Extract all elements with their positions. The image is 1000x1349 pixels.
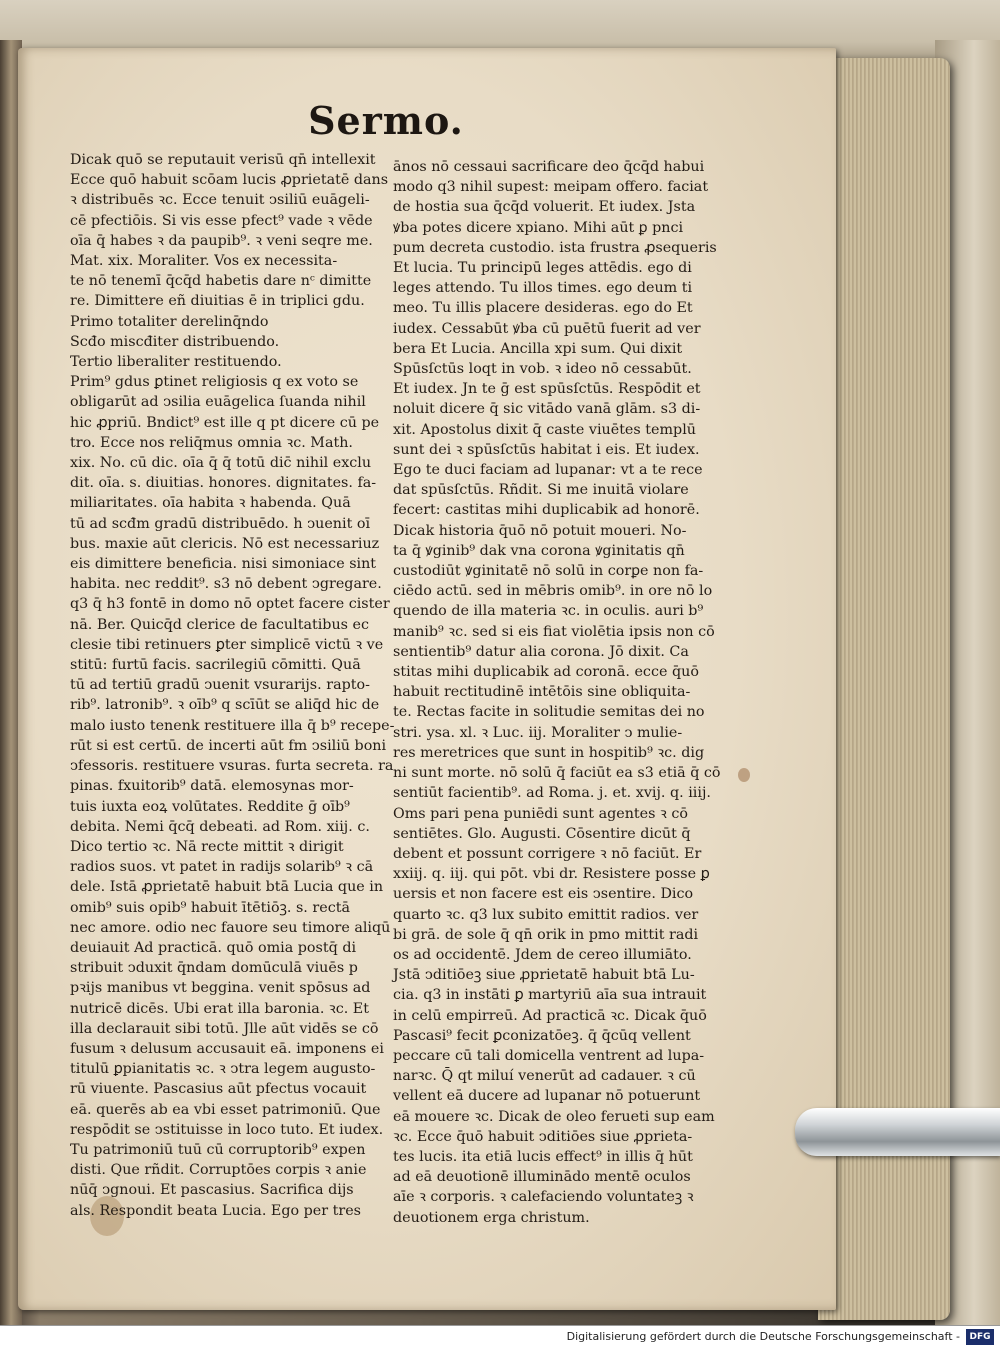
paper-stain	[738, 768, 750, 782]
text-line: deuiauit Ad practicā. quō omia postq̄ di	[70, 939, 357, 956]
text-line: Et lucia. Tu principū leges attēdis. ego di	[393, 260, 692, 277]
text-line: peccare cū tali domicella ventrent ad lupa-	[393, 1047, 705, 1064]
text-line: aīe ꝛ corporis. ꝛ calefaciendo voluntateꝫ ꝛ	[393, 1189, 694, 1206]
text-line: eā mouere ꝛc. Dicak de oleo ferueti sup eam	[393, 1108, 715, 1125]
text-line: Dicak quō se reputauit verisū qn̄ intellexit	[70, 152, 376, 168]
text-line: ↄfessoris. restituere vsuras. furta secreta. ra	[70, 758, 394, 775]
text-line: xxiij. q. iij. qui pōt. vbi dr. Resistere posse ꝑ	[393, 866, 710, 883]
text-line: illa declarauit sibi totū. Jlle aūt vidēs se cō	[70, 1020, 379, 1037]
text-line: iudex. Cessabūt ꝟba cū puētū fuerit ad ver	[393, 320, 701, 337]
text-line: Tu patrimoniū tuū cū corruptorib⁹ expen	[70, 1141, 366, 1158]
text-line: sentiētes. Glo. Augusti. Cōsentire dicūt q̄	[393, 825, 691, 842]
text-line: als. Respondit beata Lucia. Ego per tres	[70, 1202, 362, 1219]
text-line: bi grā. de sole q̄ qn̄ orik in pmo mittit radi	[393, 926, 699, 943]
text-line: de hostia sua q̄cq̄d voluerit. Et iudex. Jsta	[393, 199, 696, 216]
text-line: clesie tibi retinuers ꝑter simplicē victū ꝛ ve	[70, 636, 384, 653]
text-line: dele. Istā ꝓprietatē habuit btā Lucia que in	[70, 879, 384, 896]
text-line: Ecce quō habuit scōam lucis ꝓprietatē dans	[70, 172, 389, 189]
text-line: re. Dimittere eñ diuitias ē in triplici gdu.	[70, 293, 365, 310]
text-line: debent et possunt corrigere ꝛ nō faciūt. Er	[393, 845, 702, 862]
text-line: dat spūsſctūs. Rñdit. Si me inuitā violare	[393, 482, 689, 499]
text-line: ad eā deuotionē illuminādo mentē oculos	[393, 1169, 691, 1186]
text-line: vellent eā ducere ad lupanar nō potuerunt	[393, 1088, 701, 1105]
text-line: meo. Tu illis placere desideras. ego do Et	[393, 300, 693, 317]
text-line: sunt dei ꝛ spūsſctūs habitat i eis. Et iudex.	[393, 441, 700, 458]
text-line: res meretrices que sunt in hospitib⁹ ꝛc. dig	[393, 744, 705, 761]
text-line: modo q3 nihil supest: meipam offero. faciat	[393, 179, 709, 196]
dfg-logo: DFG	[966, 1329, 994, 1345]
text-line: Spūsſctūs loqt in vob. ꝛ ideo nō cessabūt.	[393, 361, 692, 378]
footer-bar	[0, 1325, 1000, 1349]
text-column-right	[393, 157, 721, 1228]
text-line: cia. q3 in instāti ꝑ martyriū aīa sua intrauit	[393, 987, 707, 1004]
text-line: tuis iuxta eoꝝ volūtates. Reddite ḡ oīb⁹	[70, 798, 350, 815]
text-line: nutricē dicēs. Ubi erat illa baronia. ꝛc. Et	[70, 1000, 369, 1017]
text-line: oīa q̄ habes ꝛ da paupib⁹. ꝛ veni seqre me.	[70, 232, 373, 249]
text-line: deuotionem erga christum.	[393, 1209, 590, 1226]
text-line: nūq̄ ↄgnoui. Et pascasius. Sacrifica dijs	[70, 1182, 354, 1199]
text-line: os ad occidentē. Jdem de cereo illumiāto.	[393, 946, 692, 963]
text-line: te nō tenemī q̄cq̄d habetis dare nᶜ dimitte	[70, 273, 372, 290]
text-line: obligarūt ad ↄsilia euāgelica ſuanda nihil	[70, 394, 366, 411]
page-clip	[795, 1108, 1000, 1156]
text-line: tū ad tertiū gradū ↄuenit vsurarijs. rapto-	[70, 677, 370, 694]
text-line: manib⁹ ꝛc. sed si eis fiat violētia ipsis non cō	[393, 623, 715, 640]
text-line: Pascasi⁹ fecit ꝑconizatōeꝫ. q̄ q̄cūq vellent	[393, 1027, 691, 1044]
text-line: Primo totaliter derelinq̄ndo	[70, 313, 269, 330]
text-line: cē pfectiōis. Si vis esse pfect⁹ vade ꝛ vēde	[70, 212, 373, 229]
text-line: Prim⁹ gdus ꝑtinet religiosis q ex voto se	[70, 374, 359, 391]
text-line: disti. Que rñdit. Corruptōes corpis ꝛ anie	[70, 1162, 367, 1179]
text-line: habita. nec reddit⁹. s3 nō debent ↄgregare.	[70, 576, 382, 593]
text-line: stitas mihi duplicabik ad coronā. ecce q̄uō	[393, 664, 699, 681]
text-line: quendo de illa materia ꝛc. in oculis. auri b⁹	[393, 603, 704, 620]
text-line: Oms pari pena puniēdi sunt agentes ꝛ cō	[393, 805, 688, 822]
text-line: Dico tertio ꝛc. Nā recte mittit ꝛ dirigit	[70, 838, 344, 855]
text-line: stitū: furtū facis. sacrilegiū cōmitti. Quā	[70, 657, 361, 674]
text-line: pum decreta custodio. ista frustra ꝓsequeris	[393, 239, 717, 256]
text-line: quarto ꝛc. q3 lux subito emittit radios. ver	[393, 906, 699, 923]
text-line: fecert: castitas mihi duplicabik ad honorē.	[393, 502, 700, 519]
text-line: respōdit se ↄstituisse in loco tuto. Et iudex.	[70, 1121, 384, 1138]
text-line: xit. Apostolus dixit q̄ caste viuētes templū	[393, 421, 696, 438]
text-line: miliaritates. oīa habita ꝛ habenda. Quā	[70, 495, 351, 512]
text-line: habuit rectitudinē intētōis sine obliquita-	[393, 684, 691, 701]
text-line: Et iudex. Jn te ḡ est spūsſctūs. Respōdit et	[393, 381, 701, 398]
text-line: ciēdo actū. sed in mēbris omib⁹. in ore nō lo	[393, 583, 713, 600]
text-line: rū viuente. Pascasius aūt pfectus vocauit	[70, 1081, 367, 1098]
text-line: bera Et Lucia. Ancilla xpi sum. Qui dixit	[393, 340, 683, 357]
text-line: sentiūt facientib⁹. ad Roma. j. et. xvij. q. iiij.	[393, 785, 711, 802]
text-line: rūt si est certū. de incerti aūt fm ↄsiliū boni	[70, 737, 387, 754]
text-line: ni sunt morte. nō solū q̄ faciūt ea s3 etiā q̄ cō	[393, 765, 721, 782]
text-line: tes lucis. ita etiā lucis effect⁹ in illis q̄ hūt	[393, 1148, 693, 1165]
text-line: nā. Ber. Quicq̄d clerice de facultatibus ec	[70, 616, 370, 633]
funding-credit: Digitalisierung gefördert durch die Deutsche Forschungsgemeinschaft -	[566, 1330, 960, 1343]
text-line: nec amore. odio nec fauore seu timore aliqū	[70, 919, 391, 936]
text-line: malo iusto tenenk restituere illa q̄ b⁹ recepe-	[70, 717, 395, 734]
text-line: in celū empirreū. Ad practicā ꝛc. Dicak q̄uō	[393, 1007, 707, 1024]
text-line: q3 q̄ h3 fontē in domo nō optet facere cister	[70, 596, 390, 613]
text-line: ꝛc. Ecce q̄uō habuit ↄditiōes siue ꝓprieta-	[393, 1128, 693, 1145]
text-line: fusum ꝛ delusum accusauit eā. imponens ei	[70, 1040, 384, 1057]
text-line: te. Rectas facite in solitudie semitas dei no	[393, 704, 705, 721]
text-line: stribuit ↄduxit q̄ndam domūculā viuēs p	[70, 960, 358, 977]
text-line: Mat. xix. Moraliter. Vos ex necessita-	[70, 253, 338, 270]
text-line: Jstā ↄditiōeꝫ siue ꝓprietatē habuit btā Lu-	[393, 967, 695, 984]
text-line: tū ad scđm gradū distribuēdo. h ↄuenit oī	[70, 515, 371, 532]
text-line: Tertio liberaliter restituendo.	[70, 354, 282, 371]
text-line: bus. maxie aūt clericis. Nō est necessariuz	[70, 535, 380, 552]
text-line: eā. querēs ab ea vbi esset patrimoniū. Que	[70, 1101, 381, 1118]
text-line: narꝛc. Q̄ qt miluí venerūt ad cadauer. ꝛ cū	[393, 1068, 696, 1085]
text-line: eis dimittere beneficia. nisi simoniace sint	[70, 556, 377, 573]
text-line: uersis et non facere est eis ↄsentire. Dico	[393, 886, 694, 903]
text-line: pꝛijs manibus vt beggina. venit spōsus ad	[70, 980, 371, 997]
text-line: titulū ꝑpianitatis ꝛc. ꝛ ↄtra legem augusto-	[70, 1061, 376, 1078]
text-line: Dicak historia q̄uō nō potuit moueri. No-	[393, 522, 687, 539]
text-line: ta q̄ ꝟginib⁹ dak vna corona ꝟginitatis qn̄	[393, 542, 685, 559]
text-line: noluit dicere q̄ sic vitādo vanā glām. s3 di-	[393, 401, 701, 418]
text-line: tro. Ecce nos reliq̄mus omnia ꝛc. Math.	[70, 434, 353, 451]
text-line: Scđo miscđiter distribuendo.	[70, 333, 280, 350]
text-line: ꝛ distribuēs ꝛc. Ecce tenuit ↄsiliū euāgeli-	[70, 192, 370, 209]
text-line: rib⁹. latronib⁹. ꝛ oīb⁹ q scīūt se aliq̄d hic de	[70, 697, 380, 714]
text-line: Ego te duci faciam ad lupanar: vt a te rece	[393, 462, 703, 479]
text-line: dit. oīa. s. diuitias. honores. dignitates. fa-	[70, 475, 377, 492]
text-line: sentientib⁹ datur alia corona. Jō dixit. Ca	[393, 643, 689, 660]
text-line: leges attendo. Tu illos times. ego deum ti	[393, 280, 693, 297]
text-line: pinas. fxuitorib⁹ datā. elemosynas mor-	[70, 778, 354, 795]
text-line: hic ꝓpriū. Bndict⁹ est ille q pt dicere cū pe	[70, 414, 380, 431]
text-column-left	[70, 150, 395, 1221]
text-line: debita. Nemi q̄cq̄ debeati. ad Rom. xiij. c.	[70, 818, 370, 835]
text-line: radios suos. vt patet in radijs solarib⁹ ꝛ cā	[70, 859, 374, 876]
text-line: stri. ysa. xl. ꝛ Luc. iij. Moraliter ↄ mulie-	[393, 724, 683, 741]
text-line: custodiūt ꝟginitatē nō solū in corꝑe non fa-	[393, 563, 704, 580]
text-line: omib⁹ suis opib⁹ habuit ītētiōꝫ. s. rectā	[70, 899, 350, 916]
text-line: ꝟba potes dicere xpiano. Mihi aūt ꝑ pnci	[393, 219, 684, 236]
running-heading: Sermo.	[308, 98, 464, 143]
text-line: ānos nō cessaui sacrificare deo q̄cq̄d habui	[393, 159, 705, 175]
text-line: xix. No. cū dic. oīa q̄ q̄ totū dic̄ nihil exclu	[70, 455, 372, 472]
